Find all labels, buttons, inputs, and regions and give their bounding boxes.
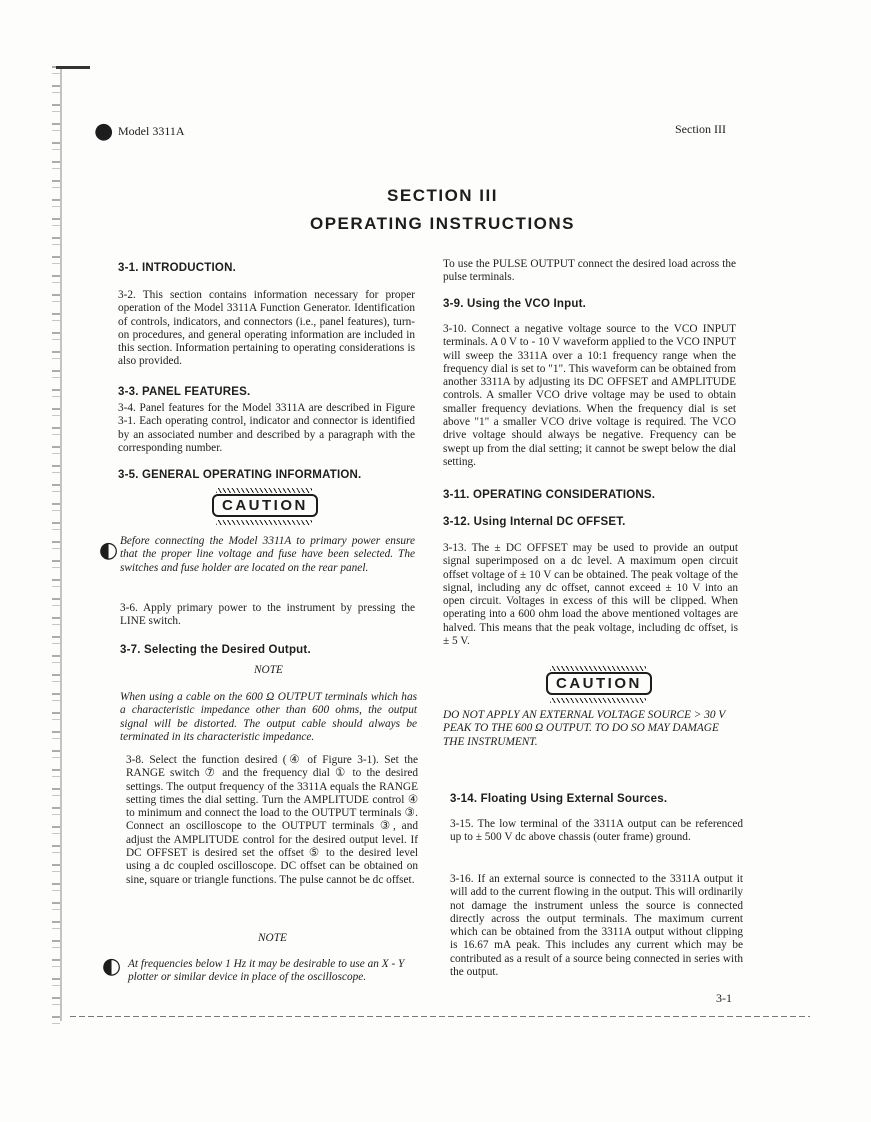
note-1-label: NOTE — [254, 664, 283, 676]
note-1-text: When using a cable on the 600 Ω OUTPUT terminals which has a characteristic impedance other than 600 ohms, the output signal will be distorted. The output cable should always be terminated in its characteristic impedance. — [120, 691, 417, 743]
para-pulse: To use the PULSE OUTPUT connect the desired load across the pulse terminals. — [443, 258, 736, 284]
heading-3-14: 3-14. Floating Using External Sources. — [450, 793, 668, 805]
note-2-text: At frequencies below 1 Hz it may be desirable to use an X - Y plotter or similar device in place of the oscilloscope. — [128, 958, 405, 984]
heading-3-3: 3-3. PANEL FEATURES. — [118, 386, 251, 398]
para-3-8: 3-8. Select the function desired (④ of Figure 3-1). Set the RANGE switch ⑦ and the frequency dial ① to the desired settings. The output frequency of the 3311A equals the RANGE setting times the dial setting. Turn the AMPLITUDE control ④ to minimum and connect the load to the OUTPUT terminals ③. Connect an oscilloscope to the OUTPUT terminals ③, and adjust the AMPLITUDE control for the desired output level. If DC OFFSET is desired set the offset ⑤ to the desired level using a dc coupled oscilloscope. DC offset can be obtained on sine, square or triangle functions. The pulse cannot be dc offset. — [126, 754, 418, 886]
para-3-15: 3-15. The low terminal of the 3311A output can be referenced up to ± 500 V dc above chassis (outer frame) ground. — [450, 818, 743, 844]
caution-2-box: CAUTION — [546, 672, 652, 695]
hp-hand-icon: ◐ — [99, 538, 119, 563]
corner-mark — [56, 66, 90, 69]
caution-2-text: DO NOT APPLY AN EXTERNAL VOLTAGE SOURCE > 30 V PEAK TO THE 600 Ω OUTPUT. TO DO SO MAY DAMAGE THE INSTRUMENT. — [443, 709, 726, 748]
note-2-label: NOTE — [258, 932, 287, 944]
heading-3-5: 3-5. GENERAL OPERATING INFORMATION. — [118, 469, 362, 481]
hp-logo-icon: ● — [90, 116, 117, 147]
para-3-4: 3-4. Panel features for the Model 3311A are described in Figure 3-1. Each operating control, indicator and connector is identified by an associated number and described by a paragraph with the corresponding number. — [118, 402, 415, 454]
caution-1-zigzag-top — [216, 488, 312, 493]
para-3-10: 3-10. Connect a negative voltage source to the VCO INPUT terminals. A 0 V to - 10 V waveform applied to the VCO INPUT will sweep the 3311A over a 10:1 frequency range when the frequency dial is set to "1". This waveform can be obtained from another 3311A by adjusting its DC OFFSET and AMPLITUDE controls. A smaller VCO drive voltage may be used to obtain smaller frequency deviations. When the frequency dial is set above "1" a smaller VCO drive voltage is required. The VCO drive voltage should always be negative. Frequency can be swept up from the dial setting; it cannot be swept below the dial setting. — [443, 323, 736, 468]
hp-hand-icon-2: ◐ — [102, 954, 122, 979]
header-model: Model 3311A — [118, 124, 185, 138]
caution-1-box: CAUTION — [212, 494, 318, 517]
binding-edge — [52, 66, 60, 1026]
page-bottom-edge — [70, 1016, 810, 1017]
section-subtitle: OPERATING INSTRUCTIONS — [309, 214, 576, 233]
caution-1-zigzag-bottom — [216, 520, 312, 525]
caution-2-zigzag-top — [550, 666, 646, 671]
heading-3-9: 3-9. Using the VCO Input. — [443, 298, 587, 310]
heading-3-11: 3-11. OPERATING CONSIDERATIONS. — [443, 489, 656, 501]
section-title: SECTION III — [387, 186, 498, 205]
para-3-13: 3-13. The ± DC OFFSET may be used to provide an output signal superimposed on a dc level. A maximum open circuit offset voltage of ± 10 V can be obtained. The peak voltage of the signal, including any dc offset, cannot exceed ± 10 V into an open circuit. Voltages in excess of this will be clipped. When operating into a 600 ohm load the above mentioned voltages are halved. This means that the peak voltage, including dc offset, is ± 5 V. — [443, 542, 738, 648]
caution-1-text: Before connecting the Model 3311A to primary power ensure that the proper line voltage and fuse have been selected. The switches and fuse holder are located on the rear panel. — [120, 535, 415, 574]
binding-line — [60, 66, 62, 1021]
page-number: 3-1 — [716, 991, 732, 1005]
heading-3-1: 3-1. INTRODUCTION. — [118, 262, 236, 274]
heading-3-7: 3-7. Selecting the Desired Output. — [120, 644, 311, 656]
header-section: Section III — [675, 122, 726, 136]
para-3-16: 3-16. If an external source is connected to the 3311A output it will add to the current flowing in the output. This will ordinarily not damage the instrument unless the source is connected directly across the output terminals. The maximum current which can be obtained from the 3311A output without clipping is 16.67 mA peak. This includes any current which may be contributed as a result of a source being connected in series with the output. — [450, 873, 743, 979]
heading-3-12: 3-12. Using Internal DC OFFSET. — [443, 516, 626, 528]
para-3-6: 3-6. Apply primary power to the instrument by pressing the LINE switch. — [120, 602, 415, 628]
caution-2-zigzag-bottom — [550, 698, 646, 703]
para-3-2: 3-2. This section contains information necessary for proper operation of the Model 3311A Function Generator. Identification of controls, indicators, and connectors (i.e., panel features), turn-on procedures, and general operating information are included in this section. Information pertaining to operating considerations is also provided. — [118, 289, 415, 368]
